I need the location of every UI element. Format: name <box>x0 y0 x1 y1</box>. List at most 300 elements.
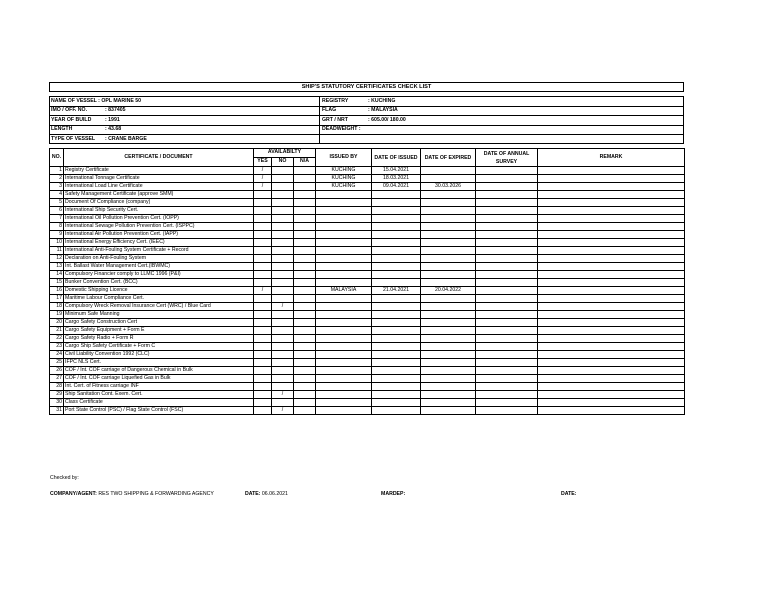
certificate-name: COF / Int. COF carriage of Dangerous Chemical in Bulk <box>64 367 254 375</box>
remark <box>538 383 685 391</box>
availability-na <box>294 183 316 191</box>
certificate-name: Registry Certificate <box>64 167 254 175</box>
date2-label: DATE: <box>561 491 577 497</box>
availability-yes <box>254 399 272 407</box>
date-expired: 20.04.2022 <box>421 287 476 295</box>
row-number: 6 <box>50 207 64 215</box>
date-issued <box>372 271 421 279</box>
issued-by <box>316 263 372 271</box>
table-row <box>50 407 685 415</box>
certificate-name: International Energy Efficiency Cert. (IEEC) <box>64 239 254 247</box>
col-header-date-expired: DATE OF EXPIRED <box>421 149 476 167</box>
certificate-name: International Load Line Certificate <box>64 183 254 191</box>
remark <box>538 279 685 287</box>
certificate-name: International Anti-Fouling System Certificate + Record <box>64 247 254 255</box>
row-number: 26 <box>50 367 64 375</box>
availability-no <box>272 311 294 319</box>
availability-yes <box>254 279 272 287</box>
issued-by <box>316 303 372 311</box>
table-row <box>50 207 685 215</box>
date-annual-survey <box>476 183 538 191</box>
date-expired <box>421 263 476 271</box>
row-number: 11 <box>50 247 64 255</box>
availability-no <box>272 279 294 287</box>
table-row <box>50 167 685 175</box>
availability-na <box>294 399 316 407</box>
date-expired <box>421 359 476 367</box>
availability-yes <box>254 343 272 351</box>
remark <box>538 239 685 247</box>
row-number: 9 <box>50 231 64 239</box>
table-row <box>50 239 685 247</box>
table-row <box>50 295 685 303</box>
row-number: 13 <box>50 263 64 271</box>
issued-by: KUCHING <box>316 167 372 175</box>
availability-no <box>272 399 294 407</box>
date1-label: DATE: <box>245 491 261 497</box>
availability-no <box>272 167 294 175</box>
date-expired <box>421 383 476 391</box>
issued-by <box>316 383 372 391</box>
remark <box>538 199 685 207</box>
date-annual-survey <box>476 223 538 231</box>
remark <box>538 183 685 191</box>
certificate-name: Compulsory Wreck Removal Insurance Cert (WRC) / Blue Card <box>64 303 254 311</box>
date-expired <box>421 311 476 319</box>
mardep-label: MARDEP: <box>381 491 406 497</box>
availability-na <box>294 303 316 311</box>
availability-yes <box>254 255 272 263</box>
date-annual-survey <box>476 247 538 255</box>
row-number: 22 <box>50 335 64 343</box>
date-issued: 21.04.2021 <box>372 287 421 295</box>
table-row <box>50 327 685 335</box>
remark <box>538 303 685 311</box>
vessel-type-label: TYPE OF VESSEL <box>51 135 96 142</box>
issued-by <box>316 255 372 263</box>
certificate-name: Declaration on Anti-Fouling System <box>64 255 254 263</box>
availability-na <box>294 207 316 215</box>
certificate-name: Port State Control (PSC) / Flag State Control (FSC) <box>64 407 254 415</box>
certificate-name: International Oil Pollution Prevention Cert. (IOPP) <box>64 215 254 223</box>
info-row <box>50 107 683 117</box>
remark <box>538 167 685 175</box>
availability-no: / <box>272 303 294 311</box>
table-row <box>50 263 685 271</box>
availability-yes: / <box>254 183 272 191</box>
availability-no <box>272 183 294 191</box>
certificate-name: Maritime Labour Compliance Cert. <box>64 295 254 303</box>
date-issued <box>372 279 421 287</box>
availability-na <box>294 343 316 351</box>
availability-yes <box>254 319 272 327</box>
date-expired <box>421 271 476 279</box>
col-header-no: NO. <box>50 149 64 167</box>
date-issued <box>372 295 421 303</box>
date-expired <box>421 295 476 303</box>
date-annual-survey <box>476 391 538 399</box>
issued-by <box>316 271 372 279</box>
year-built-value: : 1991 <box>105 116 120 123</box>
certificates-table <box>49 148 685 415</box>
company-value: RES TWO SHIPPING & FORWARDING AGENCY <box>98 491 214 497</box>
date-expired <box>421 223 476 231</box>
availability-no <box>272 263 294 271</box>
date-expired <box>421 191 476 199</box>
date-expired <box>421 335 476 343</box>
issued-by <box>316 207 372 215</box>
table-row <box>50 311 685 319</box>
date-expired <box>421 407 476 415</box>
table-row <box>50 303 685 311</box>
table-row <box>50 399 685 407</box>
date-annual-survey <box>476 407 538 415</box>
row-number: 3 <box>50 183 64 191</box>
col-header-remark: REMARK <box>538 149 685 167</box>
row-number: 27 <box>50 375 64 383</box>
availability-no <box>272 367 294 375</box>
table-row <box>50 247 685 255</box>
availability-na <box>294 271 316 279</box>
issued-by: KUCHING <box>316 175 372 183</box>
date-annual-survey <box>476 367 538 375</box>
availability-yes <box>254 199 272 207</box>
availability-yes <box>254 239 272 247</box>
date-annual-survey <box>476 279 538 287</box>
availability-no <box>272 215 294 223</box>
length-value: : 43.68 <box>105 126 122 133</box>
table-row <box>50 191 685 199</box>
date-issued <box>372 303 421 311</box>
date-annual-survey <box>476 167 538 175</box>
row-number: 20 <box>50 319 64 327</box>
remark <box>538 263 685 271</box>
remark <box>538 399 685 407</box>
availability-yes <box>254 359 272 367</box>
row-number: 31 <box>50 407 64 415</box>
certificate-name: Cargo Safety Equipment + Form E <box>64 327 254 335</box>
date-mardep <box>561 492 576 497</box>
mardep <box>381 492 405 497</box>
row-number: 28 <box>50 383 64 391</box>
date-expired <box>421 199 476 207</box>
remark <box>538 311 685 319</box>
table-row <box>50 375 685 383</box>
availability-na <box>294 327 316 335</box>
issued-by <box>316 279 372 287</box>
issued-by <box>316 327 372 335</box>
availability-na <box>294 215 316 223</box>
availability-no <box>272 207 294 215</box>
row-number: 8 <box>50 223 64 231</box>
row-number: 21 <box>50 327 64 335</box>
certificate-name: International Sewage Pollution Prevention Cert. (ISPPC) <box>64 223 254 231</box>
row-number: 29 <box>50 391 64 399</box>
certificate-name: Int. Ballast Water Management Cert.(IBWMC) <box>64 263 254 271</box>
table-row <box>50 255 685 263</box>
date-annual-survey <box>476 375 538 383</box>
issued-by <box>316 407 372 415</box>
availability-no <box>272 247 294 255</box>
remark <box>538 175 685 183</box>
date-annual-survey <box>476 351 538 359</box>
availability-yes: / <box>254 167 272 175</box>
date-issued: 15.04.2021 <box>372 167 421 175</box>
row-number: 17 <box>50 295 64 303</box>
remark <box>538 359 685 367</box>
availability-no <box>272 191 294 199</box>
date-issued: 09.04.2021 <box>372 183 421 191</box>
availability-na <box>294 311 316 319</box>
availability-yes <box>254 351 272 359</box>
availability-yes <box>254 191 272 199</box>
issued-by: MALAYSIA <box>316 287 372 295</box>
availability-no <box>272 239 294 247</box>
date-issued <box>372 359 421 367</box>
remark <box>538 247 685 255</box>
certificate-name: Cargo Ship Safety Certificate + Form C <box>64 343 254 351</box>
date-annual-survey <box>476 215 538 223</box>
length-label: LENGTH <box>51 126 73 133</box>
issued-by <box>316 351 372 359</box>
date-annual-survey <box>476 263 538 271</box>
date-issued <box>372 263 421 271</box>
certificate-name: Class Certificate <box>64 399 254 407</box>
availability-yes <box>254 327 272 335</box>
issued-by <box>316 343 372 351</box>
availability-yes <box>254 223 272 231</box>
remark <box>538 367 685 375</box>
date-expired <box>421 279 476 287</box>
vessel-name-label: NAME OF VESSEL : OPL MARINE 50 <box>51 97 142 104</box>
issued-by: KUCHING <box>316 183 372 191</box>
date-expired <box>421 343 476 351</box>
date-issued <box>372 327 421 335</box>
col-header-no-avail: NO <box>272 158 294 167</box>
availability-na <box>294 223 316 231</box>
availability-no <box>272 319 294 327</box>
availability-no <box>272 343 294 351</box>
remark <box>538 335 685 343</box>
certificate-name: COF / Int. COF carriage Liquefied Gas in Bulk <box>64 375 254 383</box>
date-annual-survey <box>476 231 538 239</box>
availability-no <box>272 287 294 295</box>
availability-no <box>272 327 294 335</box>
date-issued <box>372 231 421 239</box>
date-expired <box>421 207 476 215</box>
availability-na <box>294 359 316 367</box>
remark <box>538 351 685 359</box>
issued-by <box>316 375 372 383</box>
availability-na <box>294 199 316 207</box>
availability-no <box>272 271 294 279</box>
issued-by <box>316 231 372 239</box>
issued-by <box>316 295 372 303</box>
date-annual-survey <box>476 319 538 327</box>
issued-by <box>316 391 372 399</box>
date-expired <box>421 231 476 239</box>
grt-nrt-label: GRT / NRT <box>322 116 348 123</box>
availability-yes <box>254 303 272 311</box>
date-issued <box>372 247 421 255</box>
date-expired <box>421 175 476 183</box>
date-expired <box>421 215 476 223</box>
row-number: 15 <box>50 279 64 287</box>
availability-na <box>294 367 316 375</box>
table-row <box>50 175 685 183</box>
date-expired <box>421 351 476 359</box>
availability-yes <box>254 367 272 375</box>
row-number: 24 <box>50 351 64 359</box>
col-header-availability: AVAILABILTY <box>254 149 316 158</box>
availability-na <box>294 231 316 239</box>
col-header-issued-by: ISSUED BY <box>316 149 372 167</box>
col-header-date-annual: DATE OF ANNUAL SURVEY <box>476 149 538 167</box>
row-number: 25 <box>50 359 64 367</box>
grt-nrt-value: : 605.00/ 180.00 <box>368 116 406 123</box>
availability-na <box>294 407 316 415</box>
date-annual-survey <box>476 343 538 351</box>
remark <box>538 319 685 327</box>
date-annual-survey <box>476 255 538 263</box>
row-number: 19 <box>50 311 64 319</box>
date-annual-survey <box>476 303 538 311</box>
table-row <box>50 383 685 391</box>
table-row <box>50 343 685 351</box>
row-number: 12 <box>50 255 64 263</box>
company-label: COMPANY/AGENT: <box>50 491 97 497</box>
col-header-yes: YES <box>254 158 272 167</box>
date-issued <box>372 239 421 247</box>
remark <box>538 191 685 199</box>
certificate-name: Safety Management Certificate (approve SMM) <box>64 191 254 199</box>
availability-yes <box>254 335 272 343</box>
availability-no <box>272 175 294 183</box>
issued-by <box>316 239 372 247</box>
table-row <box>50 183 685 191</box>
flag-value: : MALAYSIA <box>368 107 398 114</box>
date1-value: 06.06.2021 <box>261 491 288 497</box>
table-row <box>50 351 685 359</box>
issued-by <box>316 367 372 375</box>
certificate-name: Int. Cert. of Fitness carriage INF <box>64 383 254 391</box>
availability-yes <box>254 407 272 415</box>
issued-by <box>316 215 372 223</box>
issued-by <box>316 359 372 367</box>
availability-no <box>272 351 294 359</box>
certificate-name: International Tonnage Certificate <box>64 175 254 183</box>
date-expired <box>421 399 476 407</box>
table-row <box>50 271 685 279</box>
availability-yes <box>254 383 272 391</box>
certificate-name: Civil Liability Convention 1992 (CLC) <box>64 351 254 359</box>
availability-na <box>294 335 316 343</box>
availability-no: / <box>272 391 294 399</box>
date-issued <box>372 351 421 359</box>
table-row <box>50 319 685 327</box>
vessel-info-block <box>49 96 684 144</box>
date-expired <box>421 367 476 375</box>
date-issued <box>372 223 421 231</box>
remark <box>538 223 685 231</box>
date-annual-survey <box>476 295 538 303</box>
availability-no: / <box>272 407 294 415</box>
date-annual-survey <box>476 311 538 319</box>
availability-yes <box>254 207 272 215</box>
availability-na <box>294 175 316 183</box>
row-number: 18 <box>50 303 64 311</box>
info-row <box>50 116 683 126</box>
remark <box>538 215 685 223</box>
date-issued <box>372 391 421 399</box>
remark <box>538 295 685 303</box>
certificates-body <box>50 167 685 415</box>
date-issued <box>372 191 421 199</box>
date-expired <box>421 375 476 383</box>
certificate-name: Minimum Safe Manning <box>64 311 254 319</box>
remark <box>538 343 685 351</box>
table-row <box>50 279 685 287</box>
certificate-name: International Ship Security Cert. <box>64 207 254 215</box>
date-expired <box>421 239 476 247</box>
checked-by-label: Checked by: <box>50 475 79 481</box>
availability-no <box>272 223 294 231</box>
date-annual-survey <box>476 359 538 367</box>
col-header-certificate: CERTIFICATE / DOCUMENT <box>64 149 254 167</box>
availability-na <box>294 247 316 255</box>
availability-na <box>294 263 316 271</box>
row-number: 23 <box>50 343 64 351</box>
availability-yes <box>254 271 272 279</box>
date-issued <box>372 399 421 407</box>
table-row <box>50 391 685 399</box>
row-number: 30 <box>50 399 64 407</box>
issued-by <box>316 399 372 407</box>
issued-by <box>316 199 372 207</box>
availability-yes <box>254 263 272 271</box>
remark <box>538 375 685 383</box>
row-number: 14 <box>50 271 64 279</box>
row-number: 10 <box>50 239 64 247</box>
row-number: 2 <box>50 175 64 183</box>
availability-yes <box>254 391 272 399</box>
year-built-label: YEAR OF BUILD <box>51 116 92 123</box>
certificate-name: Cargo Safety Construction Cert <box>64 319 254 327</box>
table-row <box>50 223 685 231</box>
imo-value: : 837405 <box>105 107 126 114</box>
availability-yes <box>254 295 272 303</box>
date-expired <box>421 391 476 399</box>
availability-no <box>272 255 294 263</box>
date-annual-survey <box>476 207 538 215</box>
issued-by <box>316 335 372 343</box>
date-expired <box>421 327 476 335</box>
certificate-name: Document Of Compliance (company) <box>64 199 254 207</box>
row-number: 4 <box>50 191 64 199</box>
certificate-name: Bunker Convention Cert. (BCC) <box>64 279 254 287</box>
deadweight-label: DEADWEIGHT : <box>322 126 361 133</box>
date-annual-survey <box>476 287 538 295</box>
date-issued <box>372 311 421 319</box>
issued-by <box>316 223 372 231</box>
date-expired <box>421 303 476 311</box>
availability-na <box>294 287 316 295</box>
date-annual-survey <box>476 383 538 391</box>
col-header-na: N/A <box>294 158 316 167</box>
availability-na <box>294 295 316 303</box>
date-annual-survey <box>476 199 538 207</box>
date-annual-survey <box>476 335 538 343</box>
